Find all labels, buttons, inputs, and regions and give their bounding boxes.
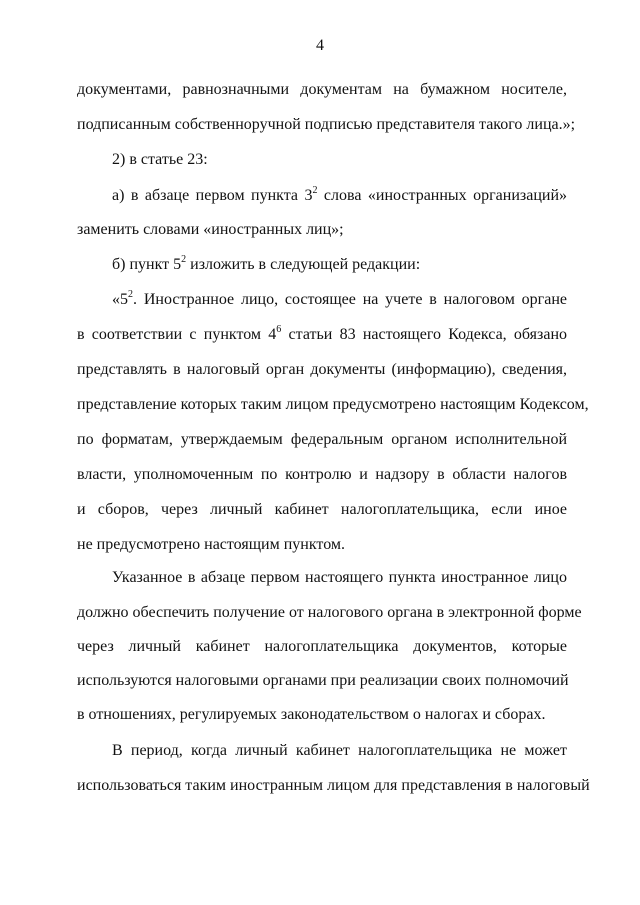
text-line: Указанное в абзаце первом настоящего пункта иностранное лицо xyxy=(112,569,567,586)
text-line: через личный кабинет налогоплательщика документов, которые xyxy=(77,638,567,655)
superscript: 2 xyxy=(128,289,133,300)
superscript: 2 xyxy=(312,185,318,196)
list-item-article-23: 2) в статье 23: xyxy=(112,151,208,168)
text-line: документами, равнозначными документам на бумажном носителе, xyxy=(77,81,567,98)
text-line: в соответствии с пунктом $4^6$ статьи 83 настоящего Кодекса, обязано xyxy=(77,324,567,343)
text-line: представление которых таким лицом предусмотрено настоящим Кодексом, xyxy=(77,396,589,413)
text-line: не предусмотрено настоящим пунктом. xyxy=(77,536,346,553)
text-line: представлять в налоговый орган документы (информацию), сведения, xyxy=(77,361,567,378)
text-line: используются налоговыми органами при реализации своих полномочий xyxy=(77,672,569,689)
text-line: а) в абзаце первом пункта $3^2$ слова «иностранных организаций» xyxy=(112,185,568,204)
text-line: подписанным собственноручной подписью представителя такого лица.»; xyxy=(77,116,576,133)
text-line: б) пункт $5^2$ изложить в следующей редакции: xyxy=(112,254,421,273)
text-line: власти, уполномоченным по контролю и надзору в области налогов xyxy=(77,466,567,483)
text-line: в отношениях, регулируемых законодательством о налогах и сборах. xyxy=(77,706,546,723)
superscript: 2 xyxy=(181,254,187,265)
text-line: заменить словами «иностранных лиц»; xyxy=(77,221,344,238)
text-line: В период, когда личный кабинет налогоплательщика не может xyxy=(112,742,567,759)
text-line: использоваться таким иностранным лицом для представления в налоговый xyxy=(77,777,590,794)
text-line: по форматам, утверждаемым федеральным органом исполнительной xyxy=(77,431,567,448)
page-number: 4 xyxy=(316,37,324,54)
text-line: должно обеспечить получение от налогового органа в электронной форме xyxy=(77,604,582,621)
text-line: и сборов, через личный кабинет налогоплательщика, если иное xyxy=(77,501,567,518)
superscript: 6 xyxy=(276,324,282,335)
text-line: «$5^2$. Иностранное лицо, состоящее на учете в налоговом органе xyxy=(112,289,567,308)
